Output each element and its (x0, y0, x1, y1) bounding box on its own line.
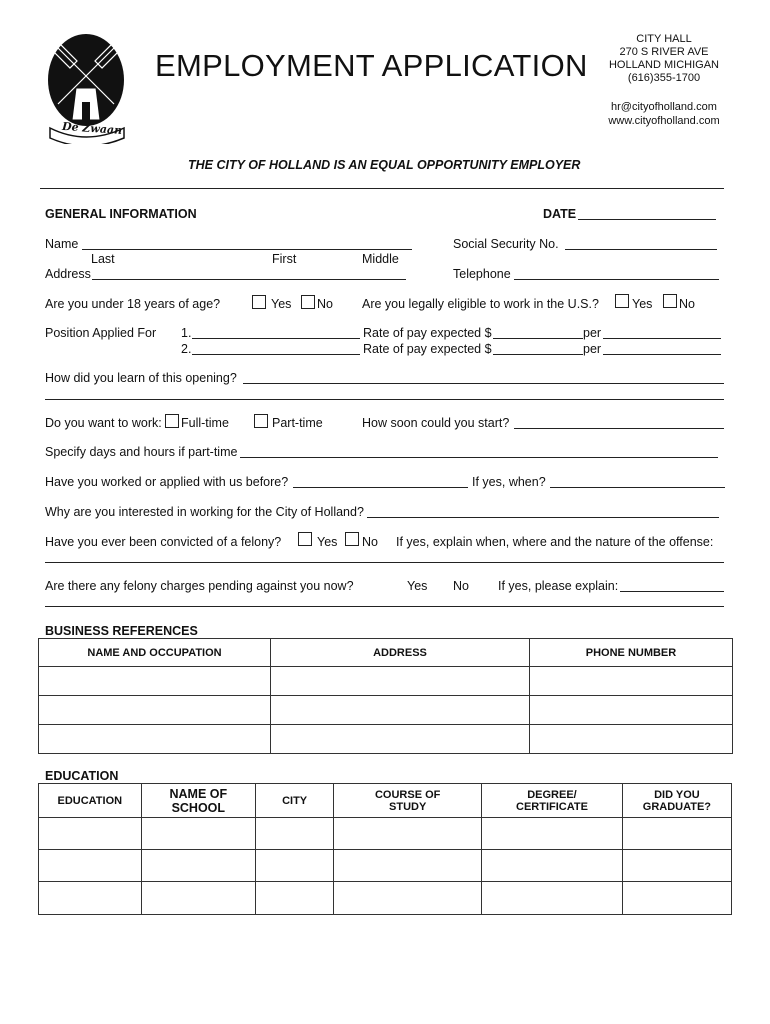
part-time-label: Part-time (272, 416, 323, 430)
email: hr@cityofholland.com (611, 101, 717, 113)
column-header: PHONE NUMBER (530, 639, 733, 667)
learn-question: How did you learn of this opening? (45, 371, 237, 385)
per-label: per (583, 326, 602, 340)
yes-label: Yes (271, 297, 292, 311)
pending-explain-field[interactable] (620, 591, 724, 592)
full-time-label: Full-time (181, 416, 229, 430)
table-cell[interactable] (334, 818, 482, 850)
position-1-field[interactable] (192, 338, 360, 339)
pending-question: Are there any felony charges pending against you now? (45, 579, 354, 593)
pending-explain-label: If yes, please explain: (498, 579, 619, 593)
table-cell[interactable] (141, 882, 255, 915)
under18-yes-checkbox[interactable] (252, 295, 266, 309)
table-cell[interactable] (271, 696, 530, 725)
column-header: COURSE OF STUDY (334, 784, 482, 818)
column-header: ADDRESS (271, 639, 530, 667)
rate-2-field[interactable] (493, 354, 583, 355)
rate-label: Rate of pay expected $ (363, 326, 492, 340)
eligible-yes-checkbox[interactable] (615, 294, 629, 308)
part-time-checkbox[interactable] (254, 414, 268, 428)
address-field[interactable] (92, 279, 406, 280)
table-cell[interactable] (482, 850, 623, 882)
ssn-label: Social Security No. (453, 237, 559, 251)
references-table (38, 638, 733, 754)
rate-label: Rate of pay expected $ (363, 342, 492, 356)
table-cell[interactable] (482, 818, 623, 850)
worked-field[interactable] (293, 487, 468, 488)
column-header: DEGREE/ CERTIFICATE (482, 784, 623, 818)
address-label: Address (45, 267, 91, 281)
work-question: Do you want to work: (45, 416, 162, 430)
position-2-label: 2. (181, 342, 192, 356)
worked-question: Have you worked or applied with us before? (45, 475, 289, 489)
table-cell[interactable] (530, 725, 733, 754)
divider (40, 188, 724, 189)
pending-yes-label[interactable]: Yes (407, 579, 428, 593)
table-cell[interactable] (39, 850, 142, 882)
eligible-question: Are you legally eligible to work in the U.S.? (362, 297, 599, 311)
page-title: EMPLOYMENT APPLICATION (155, 48, 588, 83)
address-line: HOLLAND MICHIGAN (608, 59, 720, 71)
date-field[interactable] (578, 219, 716, 220)
start-field[interactable] (514, 428, 724, 429)
full-time-checkbox[interactable] (165, 414, 179, 428)
references-heading: BUSINESS REFERENCES (45, 624, 198, 638)
windmill-logo (40, 28, 132, 144)
table-cell[interactable] (334, 850, 482, 882)
no-label: No (317, 297, 333, 311)
table-cell[interactable] (622, 850, 731, 882)
address-line: CITY HALL (636, 33, 692, 45)
telephone-field[interactable] (514, 279, 719, 280)
per-1-field[interactable] (603, 338, 721, 339)
per-2-field[interactable] (603, 354, 721, 355)
learn-field[interactable] (243, 383, 724, 384)
table-cell[interactable] (530, 696, 733, 725)
felony-explain-label: If yes, explain when, where and the nature of the offense: (396, 535, 714, 549)
table-cell[interactable] (39, 725, 271, 754)
table-cell[interactable] (39, 818, 142, 850)
table-cell[interactable] (39, 696, 271, 725)
name-field[interactable] (82, 249, 412, 250)
table-cell[interactable] (39, 667, 271, 696)
days-question: Specify days and hours if part-time (45, 445, 238, 459)
table-cell[interactable] (482, 882, 623, 915)
felony-no-checkbox[interactable] (345, 532, 359, 546)
eligible-no-checkbox[interactable] (663, 294, 677, 308)
felony-yes-checkbox[interactable] (298, 532, 312, 546)
yes-label: Yes (632, 297, 653, 311)
table-cell[interactable] (141, 850, 255, 882)
pending-explain-field-2[interactable] (45, 606, 724, 607)
table-cell[interactable] (256, 850, 334, 882)
date-label: DATE (543, 207, 577, 221)
under18-question: Are you under 18 years of age? (45, 297, 221, 311)
rate-1-field[interactable] (493, 338, 583, 339)
eoe-statement: THE CITY OF HOLLAND IS AN EQUAL OPPORTUNITY EMPLOYER (188, 158, 581, 172)
position-2-field[interactable] (192, 354, 360, 355)
column-header: NAME AND OCCUPATION (39, 639, 271, 667)
logo-text: De Zwaan (61, 119, 123, 138)
table-cell[interactable] (530, 667, 733, 696)
column-header: CITY (256, 784, 334, 818)
position-label: Position Applied For (45, 326, 157, 340)
column-header: NAME OF SCHOOL (141, 784, 255, 818)
table-cell[interactable] (334, 882, 482, 915)
table-cell[interactable] (256, 818, 334, 850)
days-field[interactable] (240, 457, 718, 458)
column-header: EDUCATION (39, 784, 142, 818)
education-table (38, 783, 732, 915)
middle-label: Middle (362, 252, 399, 266)
city-address (606, 33, 722, 85)
no-label: No (362, 535, 378, 549)
address-line: 270 S RIVER AVE (619, 46, 709, 58)
telephone-label: Telephone (453, 267, 511, 281)
position-1-label: 1. (181, 326, 192, 340)
table-cell[interactable] (622, 818, 731, 850)
why-field[interactable] (367, 517, 719, 518)
education-heading: EDUCATION (45, 769, 119, 783)
ssn-field[interactable] (565, 249, 717, 250)
why-question: Why are you interested in working for the City of Holland? (45, 505, 364, 519)
website: www.cityofholland.com (608, 115, 720, 127)
when-field[interactable] (550, 487, 725, 488)
table-cell[interactable] (622, 882, 731, 915)
first-label: First (272, 252, 297, 266)
table-cell[interactable] (271, 667, 530, 696)
general-heading: GENERAL INFORMATION (45, 207, 197, 221)
when-question: If yes, when? (472, 475, 546, 489)
felony-question: Have you ever been convicted of a felony? (45, 535, 282, 549)
table-cell[interactable] (271, 725, 530, 754)
felony-explain-field[interactable] (45, 562, 724, 563)
start-question: How soon could you start? (362, 416, 510, 430)
column-header: DID YOU GRADUATE? (622, 784, 731, 818)
address-line: (616)355-1700 (627, 72, 701, 84)
no-label: No (679, 297, 695, 311)
yes-label: Yes (317, 535, 338, 549)
table-cell[interactable] (39, 882, 142, 915)
table-cell[interactable] (256, 882, 334, 915)
pending-no-label[interactable]: No (453, 579, 469, 593)
table-cell[interactable] (141, 818, 255, 850)
under18-no-checkbox[interactable] (301, 295, 315, 309)
learn-field-2[interactable] (45, 399, 724, 400)
last-label: Last (91, 252, 115, 266)
name-label: Name (45, 237, 79, 251)
per-label: per (583, 342, 602, 356)
